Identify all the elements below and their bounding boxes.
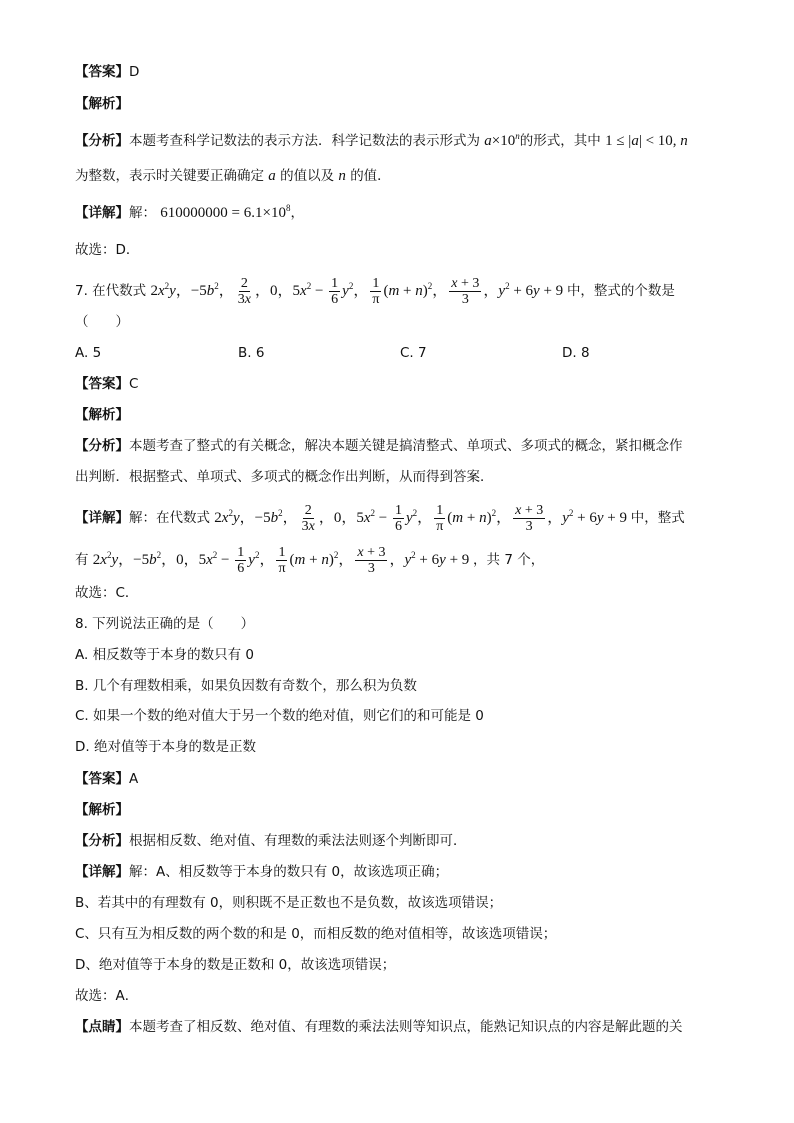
dianjing-text: 本题考查了相反数、绝对值、有理数的乘法法则等知识点，能熟记知识点的内容是解此题的关 [129, 1019, 683, 1035]
fenxi-text: 的形式，其中 [519, 133, 601, 149]
stem-text: 8. 下列说法正确的是（ ） [75, 616, 255, 632]
xiangjie-text: C、只有互为相反数的两个数的和是 0，而相反数的绝对值相等，故该选项错误； [75, 926, 557, 942]
fenxi-text: 本题考查科学记数法的表示方法．科学记数法的表示形式为 [129, 133, 480, 149]
conclusion-text: 故选：A． [75, 988, 139, 1004]
option-c: C. 如果一个数的绝对值大于另一个数的绝对值，则它们的和可能是 0 [75, 708, 484, 724]
conclusion-text: 故选：C． [75, 585, 139, 601]
fenxi-tag: 【分析】 [75, 438, 129, 454]
range-condition: 1 ≤ |a| < 10, n [605, 133, 688, 149]
option-b: B. 几个有理数相乘，如果负因数有奇数个，那么积为负数 [75, 678, 417, 694]
q6-fenxi-line1 [75, 131, 688, 151]
fenxi-text: 为整数，表示时关键要正确确定 [75, 168, 264, 184]
q7-options [75, 343, 715, 363]
sci-notation-form: $a\times 10^n$ [484, 131, 520, 149]
fenxi-text: 本题考查了整式的有关概念，解决本题关键是搞清整式、单项式、多项式的概念，紧扣概念作 [129, 438, 683, 454]
xiangjie-text: 解：在代数式 [129, 509, 210, 526]
option-d: D. 8 [562, 345, 590, 361]
option-c: C. 7 [400, 345, 427, 361]
q8-dianjing-line [75, 1017, 683, 1037]
q7-stem [75, 276, 675, 307]
option-a: A. 5 [75, 345, 102, 361]
option-b: B. 6 [238, 345, 265, 361]
q8-line-d [75, 955, 395, 975]
fenxi-tag: 【分析】 [75, 133, 129, 149]
xiangjie-tag: 【详解】 [75, 509, 129, 526]
answer-tag: 【答案】 [75, 376, 129, 392]
q8-fenxi-line [75, 831, 467, 851]
stem-text: 7. 在代数式 [75, 282, 147, 299]
analysis-heading: 【解析】 [75, 802, 129, 818]
dianjing-tag: 【点睛】 [75, 1019, 129, 1035]
var-n: n [338, 168, 346, 184]
q8-conclusion [75, 986, 138, 1006]
xiangjie-text: 解： [129, 205, 156, 221]
xiangjie-text: 有 [75, 551, 89, 568]
expression-list: $2x^2y$，$-5b^2$，0，$5x^2$ − $\frac{1}{6}$ $y^2$， $\frac{1}{\pi}$ $(m + n)^2$， $\frac{x + 3}{3}$ ，$y^2 + 6y + 9$ [92, 545, 474, 576]
q6-fenxi-line2 [75, 166, 391, 186]
answer-tag: 【答案】 [75, 64, 129, 80]
q8-line-c [75, 924, 556, 944]
q8-option-a [75, 645, 254, 665]
q8-xiangjie-line [75, 862, 448, 882]
q6-xiangjie-line: 【详解】解： $610000000 = 6.1\times 10^8$， [75, 203, 304, 221]
fenxi-text: 根据相反数、绝对值、有理数的乘法法则逐个判断即可． [129, 833, 467, 849]
q7-xiangjie-line1 [75, 503, 685, 534]
xiangjie-tag: 【详解】 [75, 205, 129, 221]
sci-notation-result: $610000000 = 6.1\times 10^8$ [160, 203, 291, 221]
conclusion-text: 故选：D． [75, 242, 140, 258]
answer-value: D [129, 64, 140, 80]
q7-answer-line [75, 374, 138, 394]
xiangjie-text: 解：A、相反数等于本身的数只有 0，故该选项正确； [129, 864, 449, 880]
xiangjie-text: D、绝对值等于本身的数是正数和 0，故该选项错误； [75, 957, 396, 973]
q6-conclusion [75, 240, 139, 260]
q6-answer-line [75, 62, 139, 82]
answer-value: A [129, 771, 139, 787]
q8-stem [75, 614, 254, 634]
q7-paren [75, 312, 129, 332]
stem-text: 中，整式的个数是 [566, 282, 675, 299]
q8-option-d [75, 737, 256, 757]
fenxi-text: 的值． [350, 168, 391, 184]
q7-conclusion [75, 583, 138, 603]
q8-analysis-heading [75, 800, 129, 820]
fenxi-text: 的值以及 [280, 168, 335, 184]
answer-tag: 【答案】 [75, 771, 129, 787]
q7-fenxi-line1 [75, 436, 683, 456]
expression-list: $2x^2y$，$-5b^2$， $\frac{2}{3x}$ ，0，$5x^2$ − $\frac{1}{6}$ $y^2$， $\frac{1}{\pi}$ $(m + n)^2$， $\frac{x + 3}{3}$ ，$y^2 + 6y + 9$ [214, 503, 631, 534]
option-d: D. 绝对值等于本身的数是正数 [75, 739, 256, 755]
analysis-heading: 【解析】 [75, 407, 129, 423]
fenxi-tag: 【分析】 [75, 833, 129, 849]
xiangjie-text: 中，整式 [630, 509, 685, 526]
answer-blank: （ ） [75, 314, 129, 330]
q7-fenxi-line2 [75, 467, 494, 487]
xiangjie-text: ，共 7 个， [473, 551, 545, 568]
q8-option-c [75, 706, 484, 726]
q7-xiangjie-line2 [75, 545, 544, 576]
q8-line-b [75, 893, 502, 913]
analysis-heading: 【解析】 [75, 96, 129, 112]
expression-list: $2x^2y$，$-5b^2$， $\frac{2}{3x}$ ，0，$5x^2$ − $\frac{1}{6}$ $y^2$， $\frac{1}{\pi}$ $(m + n)^2$， $\frac{x + 3}{3}$ ，$y^2 + 6y + 9$ [150, 276, 567, 307]
q8-option-b [75, 676, 417, 696]
q8-answer-line [75, 769, 138, 789]
fenxi-text: 出判断．根据整式、单项式、多项式的概念作出判断，从而得到答案． [75, 469, 494, 485]
xiangjie-text: B、若其中的有理数有 0，则积既不是正数也不是负数，故该选项错误； [75, 895, 503, 911]
q6-analysis-heading [75, 94, 129, 114]
xiangjie-tag: 【详解】 [75, 864, 129, 880]
var-a: a [268, 168, 276, 184]
answer-value: C [129, 376, 139, 392]
q7-analysis-heading [75, 405, 129, 425]
option-a: A. 相反数等于本身的数只有 0 [75, 647, 254, 663]
